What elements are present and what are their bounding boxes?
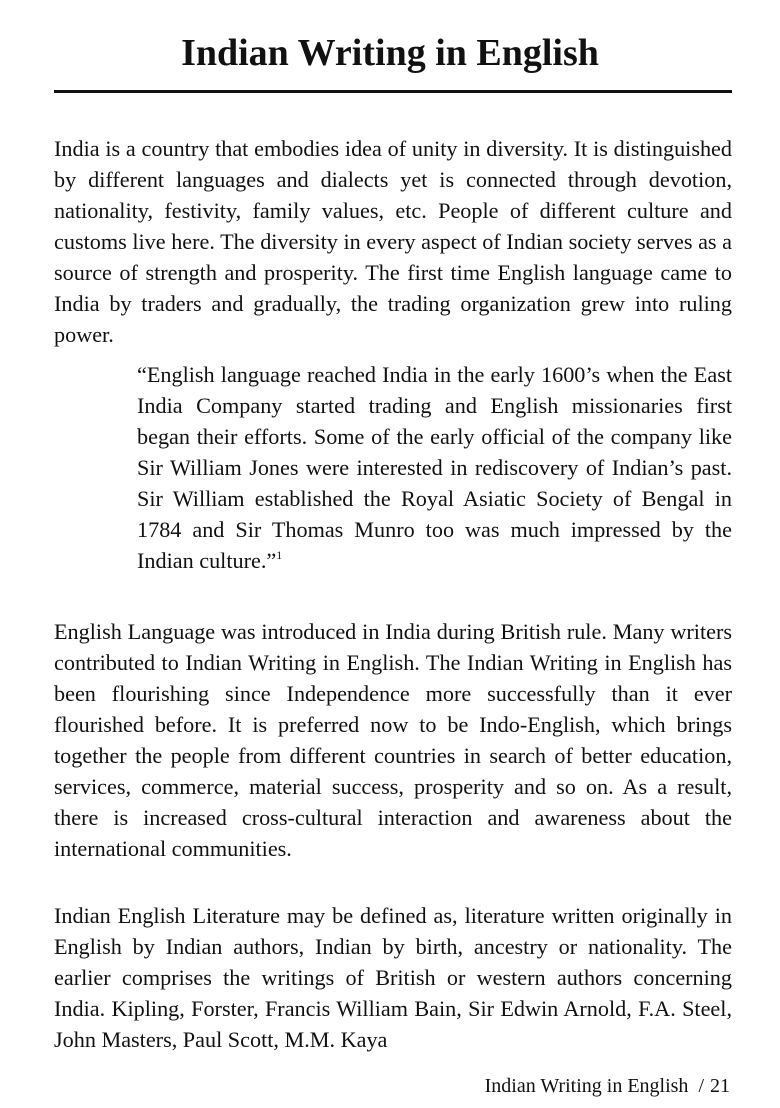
block-quote-text: “English language reached India in the early 1600’s when the East India Company started trading and English missionaries first began their efforts. Some of the early official of the company like Sir William Jones were interested in rediscovery of Indian’s past. Sir William established the Royal Asiatic Society of Bengal in 1784 and Sir Thomas Munro too was much impressed by the Indian culture.” <box>137 362 732 573</box>
page-footer <box>485 1074 730 1098</box>
body-paragraph-3: Indian English Literature may be defined as, literature written originally in English by Indian authors, Indian by birth, ancestry or nationality. The earlier comprises the writings of British or western authors concerning India. Kipling, Forster, Francis William Bain, Sir Edwin Arnold, F.A. Steel, John Masters, Paul Scott, M.M. Kaya <box>54 903 732 1052</box>
body-paragraph-1: India is a country that embodies idea of unity in diversity. It is distinguished by different languages and dialects yet is connected through devotion, nationality, festivity, family values, etc. People of different culture and customs live here. The diversity in every aspect of Indian society serves as a source of strength and prosperity. The first time English language came to India by traders and gradually, the trading organization grew into ruling power. <box>54 136 732 347</box>
running-title: Indian Writing in English <box>484 1075 689 1097</box>
footnote-marker: 1 <box>276 548 283 562</box>
page-title: Indian Writing in English <box>181 32 599 74</box>
footer-separator: / <box>698 1075 704 1097</box>
block-quote <box>137 359 732 576</box>
title-divider <box>54 90 732 93</box>
page-number: 21 <box>710 1075 730 1097</box>
body-paragraph-2: English Language was introduced in India during British rule. Many writers contributed to Indian Writing in English. The Indian Writing in English has been flourishing since Independence more successfully than it ever flourished before. It is preferred now to be Indo-English, which brings together the people from different countries in search of better education, services, commerce, material success, prosperity and so on. As a result, there is increased cross-cultural interaction and awareness about the international communities. <box>54 619 732 861</box>
